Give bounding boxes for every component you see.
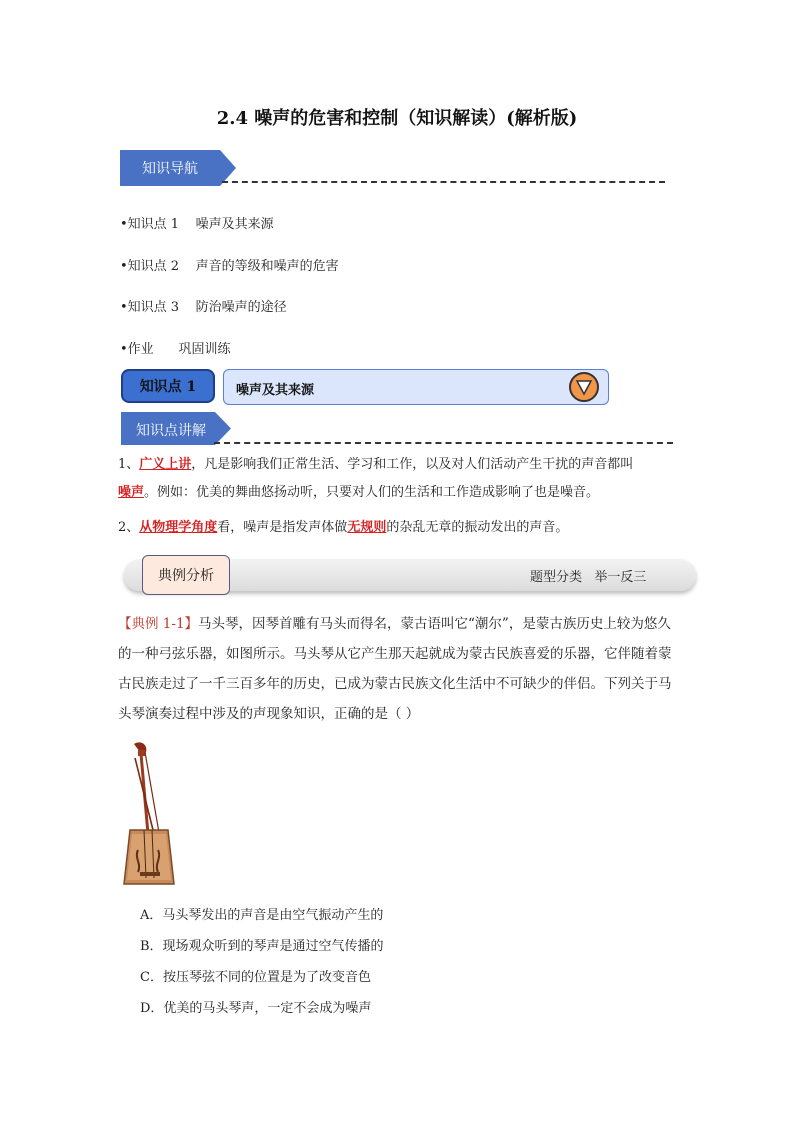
toc-item-3[interactable]: •知识点 3 防治噪声的途径 xyxy=(120,300,287,315)
example-banner-caption: 题型分类 举一反三 xyxy=(530,570,647,585)
toc-item-1[interactable]: •知识点 1 噪声及其来源 xyxy=(120,217,274,232)
example-question xyxy=(118,609,678,729)
knowledge-point-title: 噪声及其来源 xyxy=(236,383,315,398)
toc-item-2[interactable]: •知识点 2 声音的等级和噪声的危害 xyxy=(120,259,339,274)
explain-tab-label: 知识点讲解 xyxy=(136,423,206,439)
explain-paragraph-2: 2、从物理学角度看，噪声是指发声体做无规则的杂乱无章的振动发出的声音。 xyxy=(118,520,569,535)
divider xyxy=(222,181,665,183)
option-d[interactable]: D．优美的马头琴声，一定不会成为噪声 xyxy=(140,1001,372,1016)
option-a[interactable]: A．马头琴发出的声音是由空气振动产生的 xyxy=(140,908,384,923)
example-label: 【典例 1-1】 xyxy=(118,616,199,632)
toc-item-homework[interactable]: •作业 巩固训练 xyxy=(120,342,231,357)
page-title: 2.4 噪声的危害和控制（知识解读）(解析版) xyxy=(216,108,578,129)
divider xyxy=(214,442,673,444)
expand-arrow-icon[interactable] xyxy=(569,372,599,402)
knowledge-point-badge: 知识点 1 xyxy=(121,369,215,403)
option-b[interactable]: B．现场观众听到的琴声是通过空气传播的 xyxy=(140,939,384,954)
explain-paragraph-1: 1、广义上讲，凡是影响我们正常生活、学习和工作，以及对人们活动产生干扰的声音都叫 噪声。例如：优美的舞曲悠扬动听，只要对人们的生活和工作造成影响了也是噪音。 xyxy=(118,457,634,500)
nav-tab-label: 知识导航 xyxy=(142,161,198,177)
option-c[interactable]: C．按压琴弦不同的位置是为了改变音色 xyxy=(140,970,371,985)
example-text: 马头琴，因琴首雕有马头而得名，蒙古语叫它“潮尔”，是蒙古族历史上较为悠久的一种弓弦乐器，如图所示。马头琴从它产生那天起就成为蒙古民族喜爱的乐器，它伴随着蒙古民族走过了一千三百多年的历史，已成为蒙古民族文化生活中不可缺少的伴侣。下列关于马头琴演奏过程中涉及的声现象知识，正确的是（ ） xyxy=(118,616,672,722)
example-tab: 典例分析 xyxy=(142,555,230,595)
morin-khuur-image xyxy=(118,738,194,886)
